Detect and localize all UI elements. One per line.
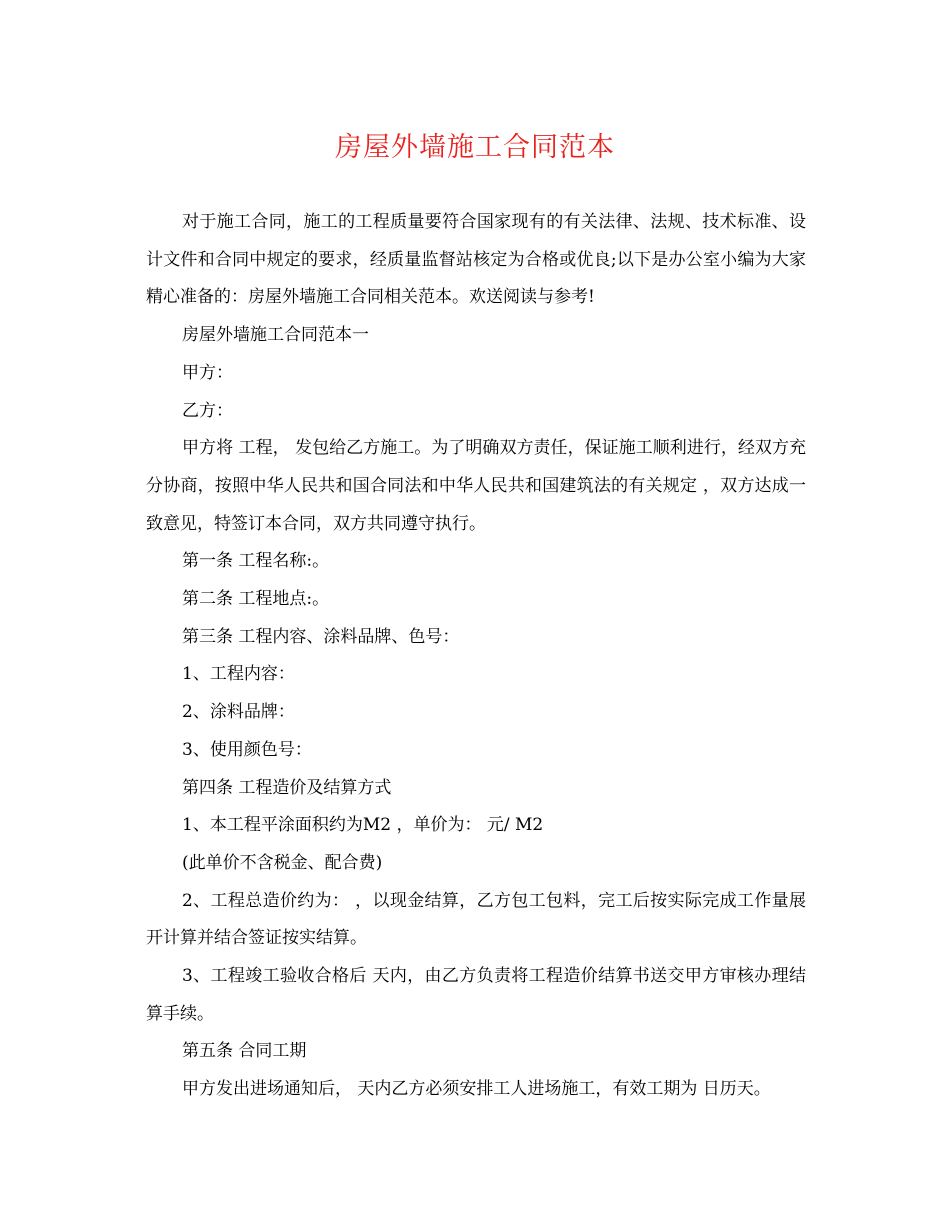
paragraph-party-b: 乙方： xyxy=(182,400,233,421)
paragraph-heading-template-one: 房屋外墙施工合同范本一 xyxy=(182,325,369,346)
paragraph-article-4: 第四条 工程造价及结算方式 xyxy=(182,777,392,798)
paragraph-article-3: 第三条 工程内容、涂料品牌、色号： xyxy=(182,626,460,647)
paragraph-item-content: 1、工程内容： xyxy=(182,664,295,685)
paragraph-schedule: 甲方发出进场通知后， 天内乙方必须安排工人进场施工，有效工期为 日历天。 xyxy=(182,1079,771,1100)
paragraph-article-5: 第五条 合同工期 xyxy=(182,1041,307,1062)
paragraph-article-1: 第一条 工程名称:。 xyxy=(182,551,330,572)
paragraph-total-price: 2、工程总造价约为： ，以现金结算，乙方包工包料，完工后按实际完成工作量展开计算并结合签证按实结算。 xyxy=(146,890,806,949)
document-title: 房屋外墙施工合同范本 xyxy=(335,132,615,163)
paragraph-preamble: 甲方将 工程， 发包给乙方施工。为了明确双方责任，保证施工顺利进行，经双方充分协商，按照中华人民共和国合同法和中华人民共和国建筑法的有关规定 ，双方达成一致意见，特签订本合同，双方共同遵守执行。 xyxy=(146,438,806,534)
paragraph-party-a: 甲方： xyxy=(182,362,233,383)
paragraph-article-2: 第二条 工程地点:。 xyxy=(182,589,330,610)
paragraph-price-area: 1、本工程平涂面积约为M2 ，单价为： 元/ M2 xyxy=(182,815,544,836)
paragraph-settlement: 3、工程竣工验收合格后 天内，由乙方负责将工程造价结算书送交甲方审核办理结算手续。 xyxy=(146,966,806,1024)
paragraph-item-brand: 2、涂料品牌： xyxy=(182,702,295,723)
paragraph-intro: 对于施工合同，施工的工程质量要符合国家现有的有关法律、法规、技术标准、设计文件和合同中规定的要求，经质量监督站核定为合格或优良;以下是办公室小编为大家精心准备的：房屋外墙施工合同相关范本。欢送阅读与参考! xyxy=(146,212,806,308)
paragraph-price-note: (此单价不含税金、配合费) xyxy=(182,852,383,873)
paragraph-item-color: 3、使用颜色号： xyxy=(182,739,312,760)
document-body xyxy=(146,204,806,1109)
